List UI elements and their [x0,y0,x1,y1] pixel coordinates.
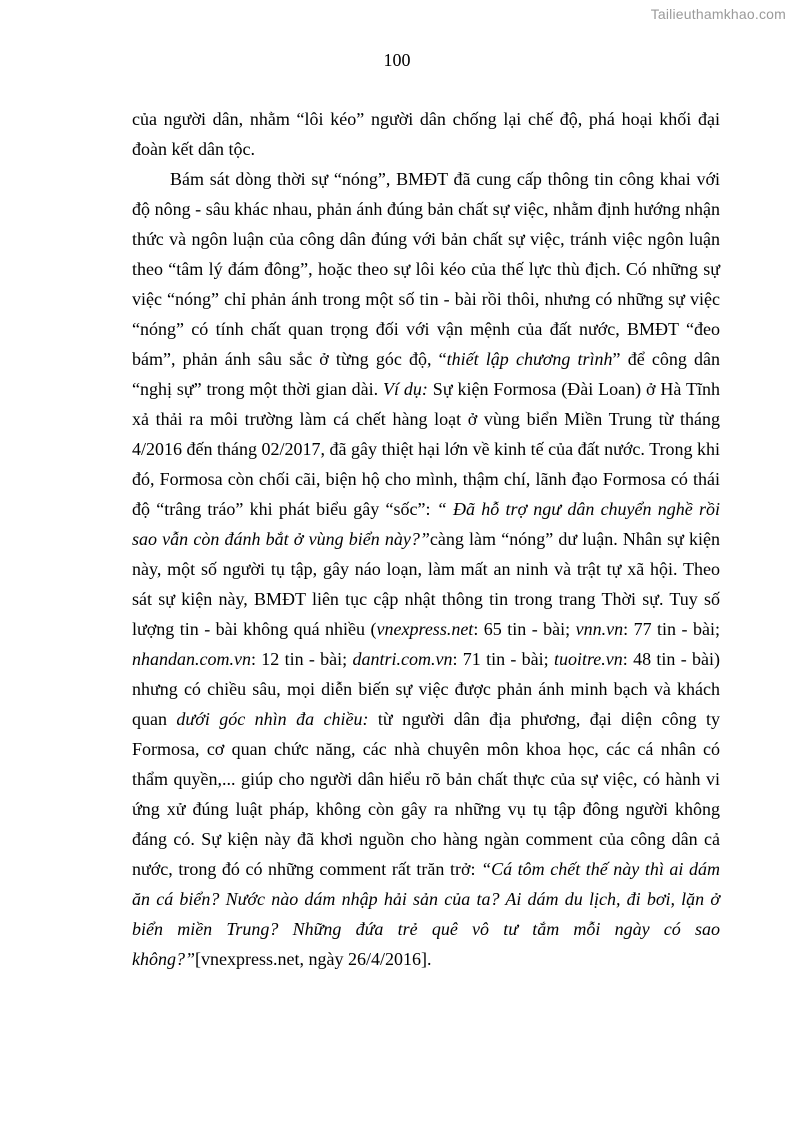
page-body [132,104,720,974]
text-run: từ người dân địa phương, đại diện công ty Formosa, cơ quan chức năng, các nhà chuyên môn khoa học, các cá nhân có thẩm quyền,... giúp cho người dân hiểu rõ bản chất thực của sự việc, có hành vi ứng xử đúng luật pháp, không còn gây ra những vụ tụ tập đông người không đáng có. Sự kiện này đã khơi nguồn cho hàng ngàn comment của công dân cả nước, trong đó có những comment rất trăn trở: [132,709,720,879]
formosa-quote: “ Đã hỗ trợ ngư dân chuyển nghề rồi sao vẫn còn đánh bắt ở vùng biển này?” [132,499,720,549]
citation: [vnexpress.net, ngày 26/4/2016]. [195,949,432,969]
source-name: nhandan.com.vn [132,649,251,669]
italic-term: thiết lập chương trình [446,349,613,369]
source-name: vnn.vn [575,619,624,639]
text-run: : 65 tin - bài; [473,619,576,639]
italic-phrase: dưới góc nhìn đa chiều: [176,709,369,729]
source-name: tuoitre.vn [553,649,623,669]
source-name: dantri.com.vn [352,649,453,669]
text-run: càng làm “nóng” dư luận. Nhân sự kiện này, một số người tụ tập, gây náo loạn, làm mất an ninh và trật tự xã hội. Theo sát sự kiện này, BMĐT liên tục cập nhật thông tin trong trang Thời sự. Tuy số lượng tin - bài không quá nhiều ( [132,529,720,639]
text-run: : 48 tin - bài) nhưng có chiều sâu, mọi diễn biến sự việc được phản ánh minh bạch và khách quan [132,649,720,729]
text-run: : 12 tin - bài; [250,649,353,669]
text-run: : 77 tin - bài; [623,619,720,639]
source-name: vnexpress.net [376,619,474,639]
text-run: Sự kiện Formosa (Đài Loan) ở Hà Tĩnh xả thải ra môi trường làm cá chết hàng loạt ở vùng biển Miền Trung từ tháng 4/2016 đến tháng 02/2017, đã gây thiệt hại lớn về kinh tế của đất nước. Trong khi đó, Formosa còn chối cãi, biện hộ cho mình, thậm chí, lãnh đạo Formosa có thái độ “trâng tráo” khi phát biểu gây “sốc”: [132,379,720,519]
text-run: ” để công dân “nghị sự” trong một thời gian dài. [132,349,720,399]
paragraph-2 [132,164,720,974]
example-label: Ví dụ: [383,379,428,399]
text-run: : 71 tin - bài; [452,649,554,669]
watermark: Tailieuthamkhao.com [650,6,786,22]
paragraph-1: của người dân, nhằm “lôi kéo” người dân chống lại chế độ, phá hoại khối đại đoàn kết dân tộc. [132,109,720,159]
comment-quote: “Cá tôm chết thế này thì ai dám ăn cá biển? Nước nào dám nhập hải sản của ta? Ai dám du lịch, đi bơi, lặn ở biển miền Trung? Những đứa trẻ quê vô tư tắm mỗi ngày có sao không?” [132,859,720,969]
text-run: Bám sát dòng thời sự “nóng”, BMĐT đã cung cấp thông tin công khai với độ nông - sâu khác nhau, phản ánh đúng bản chất sự việc, nhằm định hướng nhận thức và ngôn luận của công dân đúng với bản chất sự việc, tránh việc ngôn luận theo “tâm lý đám đông”, hoặc theo sự lôi kéo của thế lực thù địch. Có những sự việc “nóng” chỉ phản ánh trong một số tin - bài rồi thôi, nhưng có những sự việc “nóng” có tính chất quan trọng đối với vận mệnh của đất nước, BMĐT “đeo bám”, phản ánh sâu sắc ở từng góc độ, “ [132,169,720,369]
page-number: 100 [383,50,411,70]
